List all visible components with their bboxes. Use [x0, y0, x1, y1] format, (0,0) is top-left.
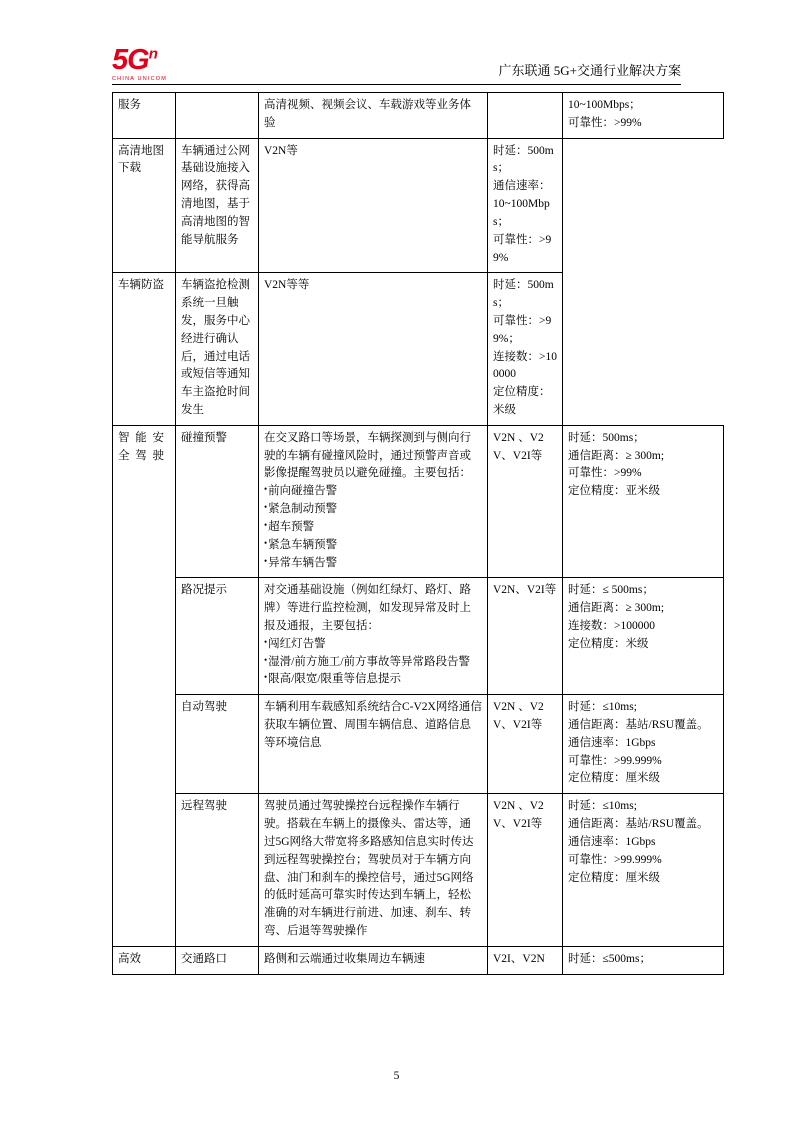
description-bullet: • 超车预警: [264, 519, 482, 537]
requirement-line: 时延：≤ 500ms；: [568, 584, 654, 597]
requirement-line: 可靠性：>99%: [493, 233, 552, 264]
logo-superscript: n: [148, 45, 157, 63]
description-text: 在交叉路口等场景，车辆探测到与侧向行驶的车辆有碰撞风险时，通过预警声音或影像提醒驾驶员以避免碰撞。主要包括：: [264, 431, 471, 480]
description-bullet: • 限高/限宽/限重等信息提示: [264, 671, 482, 689]
requirement-line: 定位精度：厘米级: [568, 772, 660, 785]
requirement-line: 连接数：>100000: [493, 350, 557, 381]
requirement-line: 通信速率：: [493, 180, 551, 193]
cell-network: V2N等: [259, 138, 488, 273]
requirement-line: 通信速率：1Gbps: [568, 736, 656, 749]
cell-network: V2N等等: [259, 273, 488, 426]
table-row: [113, 425, 724, 578]
cell-requirement: [488, 138, 563, 273]
requirement-line: 时延：500ms；: [493, 144, 554, 175]
header-divider: [112, 84, 681, 85]
description-bullet: • 异常车辆告警: [264, 555, 482, 573]
description-bullet: • 前向碰撞告警: [264, 483, 482, 501]
requirement-line: 连接数：>100000: [568, 619, 655, 632]
cell-description: 路侧和云端通过收集周边车辆速: [259, 946, 488, 974]
requirement-line: 时延：≤10ms;: [568, 701, 637, 714]
requirement-line: 通信距离：≥ 300m;: [568, 602, 665, 615]
description-bullet: • 紧急车辆预警: [264, 537, 482, 555]
cell-description: 车辆利用车载感知系统结合C-V2X网络通信获取车辆位置、周围车辆信息、道路信息等环境信息: [259, 695, 488, 794]
description-bullet: • 湿滑/前方施工/前方事故等异常路段告警: [264, 654, 482, 672]
requirement-line: 可靠性：>99%: [568, 467, 642, 480]
table-row: [113, 138, 724, 273]
cell-category: 服务: [113, 93, 176, 139]
service-requirements-table-wrap: [112, 92, 709, 975]
header-title: 广东联通 5G+交通行业解决方案: [498, 63, 681, 78]
requirement-line: 定位精度：厘米级: [568, 871, 660, 884]
requirement-line: 定位精度：亚米级: [568, 485, 660, 498]
cell-network: V2N 、V2V、V2I等: [488, 425, 563, 578]
description-text: 对交通基础设施（例如红绿灯、路灯、路牌）等进行监控检测，如发现异常及时上报及通报，主要包括：: [264, 584, 471, 632]
description-bullet: • 紧急制动预警: [264, 501, 482, 519]
cell-service: 车辆防盗: [113, 273, 176, 426]
cell-service: 自动驾驶: [176, 695, 259, 794]
cell-service: 高清地图下载: [113, 138, 176, 273]
requirement-line: 通信距离：≥ 300m;: [568, 449, 665, 462]
logo-main-text: $5G^n$: [112, 44, 157, 76]
cell-description: 高清视频、视频会议、车载游戏等业务体验: [259, 93, 488, 139]
cell-service: 路况提示: [176, 578, 259, 695]
logo-subtext: CHINA UNICOM: [112, 76, 168, 82]
cell-requirement: [563, 425, 724, 578]
cell-category: 高效: [113, 946, 176, 974]
cell-description: 车辆盗抢检测系统一旦触发，服务中心经进行确认后，通过电话或短信等通知车主盗抢时间发生: [176, 273, 259, 426]
cell-requirement: [563, 946, 724, 974]
cell-requirement: [563, 578, 724, 695]
requirement-line: 定位精度：米级: [493, 386, 551, 416]
page-header: [0, 0, 793, 92]
cell-description: 驾驶员通过驾驶操控台远程操作车辆行驶。搭载在车辆上的摄像头、雷达等，通过5G网络大带宽将多路感知信息实时传达到远程驾驶操控台；驾驶员对于车辆方向盘、油门和刹车的操控信号，通过5G网络的低时延高可靠实时传达到车辆上，轻松准确的对车辆进行前进、加速、刹车、转弯、后退等驾驶操作: [259, 794, 488, 947]
requirement-line: 定位精度：米级: [568, 637, 649, 650]
cell-requirement: [488, 273, 563, 426]
cell-network: V2I、V2N: [488, 946, 563, 974]
requirement-line: 时延：≤10ms;: [568, 800, 637, 813]
description-bullet: • 闯红灯告警: [264, 636, 482, 654]
table-row: [113, 946, 724, 974]
requirement-line: 可靠性：>99%: [568, 116, 642, 129]
unicom-5gn-logo: [112, 46, 232, 88]
cell-network: V2N、V2I等: [488, 578, 563, 695]
cell-service: 远程驾驶: [176, 794, 259, 947]
page-number: 5: [393, 1070, 400, 1082]
requirement-line: 通信距离：基站/RSU覆盖。: [568, 818, 709, 831]
cell-description: [259, 578, 488, 695]
requirement-line: 时延：500ms；: [568, 431, 645, 444]
cell-network: V2N 、V2V、V2I等: [488, 794, 563, 947]
requirement-line: 10~100Mbps；: [568, 99, 641, 111]
cell-network: [488, 93, 563, 139]
requirement-line: 时延：≤500ms；: [568, 952, 651, 965]
requirement-line: 可靠性：>99.999%: [568, 853, 662, 866]
cell-requirement: [563, 695, 724, 794]
cell-service: 交通路口: [176, 946, 259, 974]
requirement-line: 可靠性：>99%；: [493, 314, 552, 345]
cell-description: 车辆通过公网基础设施接入网络，获得高清地图，基于高清地图的智能导航服务: [176, 138, 259, 273]
table-row: [113, 695, 724, 794]
cell-category: 智能安全驾驶: [113, 425, 176, 946]
page-footer: [0, 1070, 793, 1082]
table-row: [113, 273, 724, 426]
table-row: [113, 794, 724, 947]
cell-service: 碰撞预警: [176, 425, 259, 578]
requirement-line: 通信距离：基站/RSU覆盖。: [568, 719, 709, 731]
cell-requirement: [563, 794, 724, 947]
requirement-line: 通信速率：1Gbps: [568, 835, 656, 848]
requirement-line: 可靠性：>99.999%: [568, 754, 662, 767]
table-row: [113, 93, 724, 139]
requirement-line: 10~100Mbps；: [493, 198, 550, 228]
cell-service: [176, 93, 259, 139]
cell-network: V2N 、V2V、V2I等: [488, 695, 563, 794]
cell-description: [259, 425, 488, 578]
table-row: [113, 578, 724, 695]
cell-requirement: [563, 93, 724, 139]
service-requirements-table: [112, 92, 724, 975]
requirement-line: 时延：500ms；: [493, 279, 554, 310]
